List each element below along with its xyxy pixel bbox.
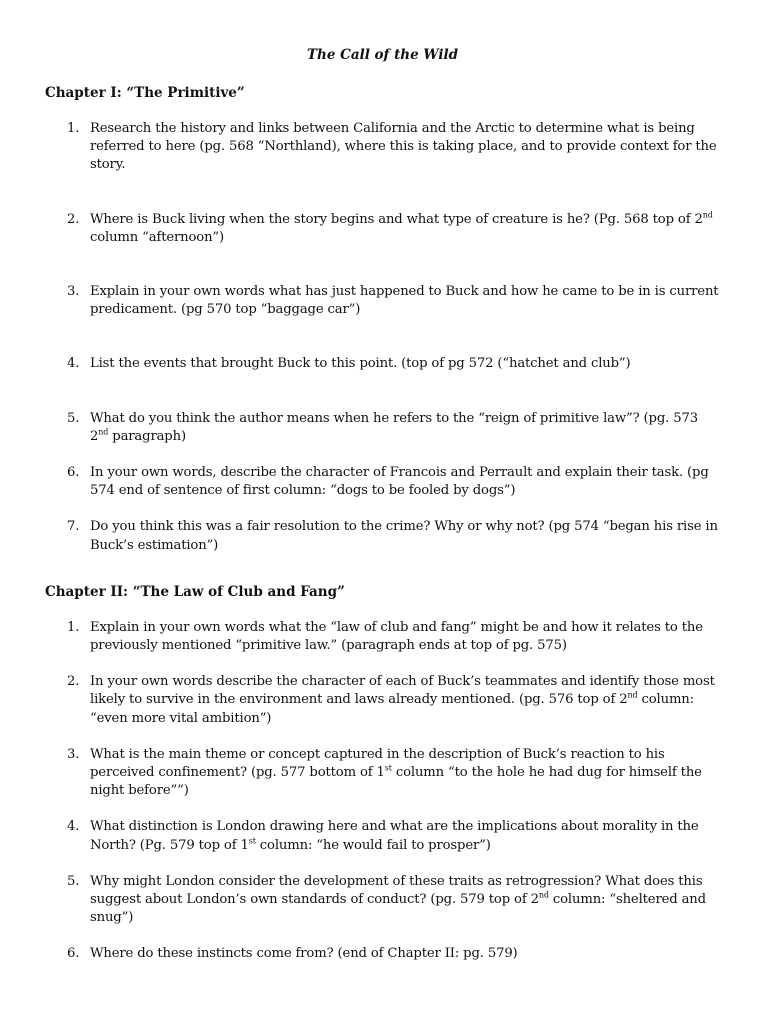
question-text: Explain in your own words what the “law of club and fang” might be and how it relates to the previously mentioned “primitive law.” (paragraph ends at top of pg. 575): [90, 619, 703, 654]
ordinal-suffix: nd: [627, 691, 638, 701]
question-list: [45, 120, 720, 555]
question-text: List the events that brought Buck to this point. (top of pg 572 (“hatchet and club”): [90, 356, 631, 372]
question-item: [45, 464, 720, 500]
question-item: [45, 619, 720, 655]
ordinal-suffix: nd: [538, 890, 549, 900]
question-text-part: What is the main theme or concept captured in the description of Buck’s reaction to his perceived confinement? (pg. 577 bottom of 1: [90, 746, 665, 781]
question-item: [45, 818, 720, 854]
question-text-part: column: “he would fail to prosper”): [255, 837, 491, 853]
question-text: Do you think this was a fair resolution to the crime? Why or why not? (pg 574 “began his rise in Buck’s estimation”): [90, 519, 718, 553]
question-item: [45, 945, 720, 963]
question-item: [45, 211, 720, 247]
chapter-heading: Chapter I: “The Primitive”: [45, 85, 245, 101]
question-item: [45, 283, 720, 319]
question-text-part: column “afternoon”): [90, 229, 225, 245]
question-number: 7.: [67, 519, 80, 535]
chapter-heading: Chapter II: “The Law of Club and Fang”: [45, 583, 345, 600]
question-item: [45, 120, 720, 175]
question-number: 5.: [67, 410, 80, 426]
question-list: [45, 619, 720, 964]
question-text: [90, 212, 713, 245]
question-text: [90, 874, 706, 925]
question-text-part: column: “sheltered and snug”): [90, 892, 706, 926]
ordinal-suffix: nd: [702, 210, 713, 220]
question-text: In your own words, describe the character of Francois and Perrault and explain their task. (pg 574 end of sentence of first column: “dogs to be fooled by dogs”): [90, 465, 709, 499]
question-number: 6.: [67, 465, 80, 481]
question-item: [45, 746, 720, 801]
question-number: 5.: [67, 873, 80, 889]
question-number: 2.: [67, 674, 80, 690]
question-text: [90, 411, 698, 444]
question-text: Where do these instincts come from? (end of Chapter II: pg. 579): [90, 946, 518, 962]
question-text-part: What do you think the author means when he refers to the “reign of primitive law”? (pg. 573 2: [90, 410, 698, 444]
question-text: [90, 819, 699, 852]
question-text-part: Why might London consider the development of these traits as retrogression? What does this suggest about London’s own standards of conduct? (pg. 579 top of 2: [90, 873, 703, 908]
question-number: 1.: [67, 619, 80, 635]
question-text-part: column “to the hole he had dug for himself the night before””): [90, 765, 702, 799]
question-number: 4.: [67, 819, 80, 835]
question-text-part: paragraph): [108, 428, 186, 444]
question-number: 6.: [67, 946, 80, 962]
ordinal-suffix: st: [384, 763, 392, 773]
chapter-section: [45, 84, 720, 555]
question-text-part: column: “even more vital ambition”): [90, 692, 694, 726]
question-text-part: In your own words describe the character of each of Buck’s teammates and identify those most likely to survive in the environment and laws already mentioned. (pg. 576 top of 2: [90, 674, 715, 708]
question-text-part: What distinction is London drawing here and what are the implications about morality in the North? (Pg. 579 top of 1: [90, 819, 699, 853]
question-text: Explain in your own words what has just happened to Buck and how he came to be in is current predicament. (pg 570 top “baggage car”): [90, 284, 719, 318]
chapter-section: [45, 583, 720, 964]
question-number: 1.: [67, 121, 80, 136]
question-number: 2.: [67, 211, 80, 227]
ordinal-suffix: nd: [98, 427, 109, 437]
question-text: Research the history and links between California and the Arctic to determine what is being referred to here (pg. 568 “Northland), where this is taking place, and to provide context for the story.: [90, 121, 717, 173]
question-text-part: Where is Buck living when the story begins and what type of creature is he? (Pg. 568 top of 2: [90, 211, 703, 227]
question-number: 3.: [67, 284, 80, 300]
question-item: [45, 518, 720, 554]
question-text: [90, 674, 715, 725]
question-item: [45, 410, 720, 446]
question-item: [45, 873, 720, 928]
question-number: 3.: [67, 746, 80, 762]
question-text: [90, 747, 702, 798]
question-item: [45, 673, 720, 728]
ordinal-suffix: st: [248, 836, 256, 846]
document-title: The Call of the Wild: [306, 47, 459, 63]
question-item: [45, 355, 720, 373]
question-number: 4.: [67, 356, 80, 372]
